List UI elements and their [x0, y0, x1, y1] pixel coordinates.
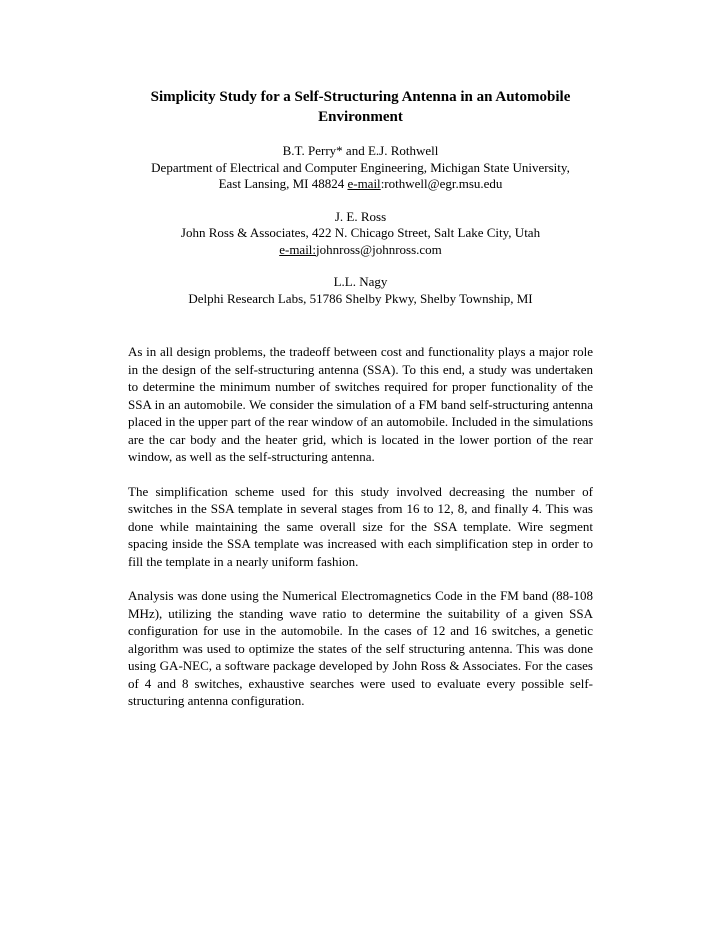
author-names: L.L. Nagy	[333, 274, 388, 289]
email-address: :rothwell@egr.msu.edu	[380, 176, 503, 191]
email-label-link[interactable]: e-mail:	[279, 241, 317, 257]
abstract-paragraph-2: The simplification scheme used for this study involved decreasing the number of switches in the SSA template in several stages from 16 to 12, 8, and finally 4. This was done while maintaining the same overall size for the SSA template. Wire segment spacing inside the SSA template was increased with each simplification step in order to fill the template in a nearly uniform fashion.	[128, 483, 593, 569]
title-line-2: Environment	[318, 109, 403, 125]
author-block-2	[128, 209, 593, 259]
email-label-link[interactable]: e-mail	[347, 176, 381, 191]
paper-page	[128, 80, 593, 710]
author-affiliation: Department of Electrical and Computer Engineering, Michigan State University,	[151, 159, 570, 175]
author-affiliation-location: East Lansing, MI 48824	[218, 176, 348, 191]
title-line-1: Simplicity Study for a Self-Structuring Antenna in an Automobile	[150, 89, 571, 105]
author-names: B.T. Perry* and E.J. Rothwell	[282, 143, 439, 158]
paper-title	[128, 87, 593, 127]
abstract-paragraph-3: Analysis was done using the Numerical Electromagnetics Code in the FM band (88-108 MHz), utilizing the standing wave ratio to determine the suitability of a given SSA configuration for use in the automobile. In the cases of 12 and 16 switches, a genetic algorithm was used to optimize the states of the self structuring antenna. This was done using GA-NEC, a software package developed by John Ross & Associates. For the cases of 4 and 8 switches, exhaustive searches were used to evaluate every possible self-structuring antenna configuration.	[128, 588, 593, 708]
abstract-paragraph-1: As in all design problems, the tradeoff between cost and functionality plays a major role in the design of the self-structuring antenna (SSA). To this end, a study was undertaken to determine the minimum number of switches required for proper functionality of the SSA in an automobile. We consider the simulation of a FM band self-structuring antenna placed in the upper part of the rear window of an automobile. Included in the simulations are the car body and the heater grid, which is located in the lower portion of the rear window, as well as the self-structuring antenna.	[128, 344, 593, 464]
author-block-3	[128, 274, 593, 307]
author-email-line	[128, 242, 593, 259]
author-affiliation-email-line	[128, 176, 593, 193]
author-affiliation: Delphi Research Labs, 51786 Shelby Pkwy, Shelby Township, MI	[188, 290, 533, 306]
email-address: johnross@johnross.com	[316, 241, 442, 257]
author-block-1	[128, 143, 593, 193]
author-affiliation: John Ross & Associates, 422 N. Chicago Street, Salt Lake City, Utah	[180, 225, 541, 240]
author-names: J. E. Ross	[334, 208, 387, 224]
